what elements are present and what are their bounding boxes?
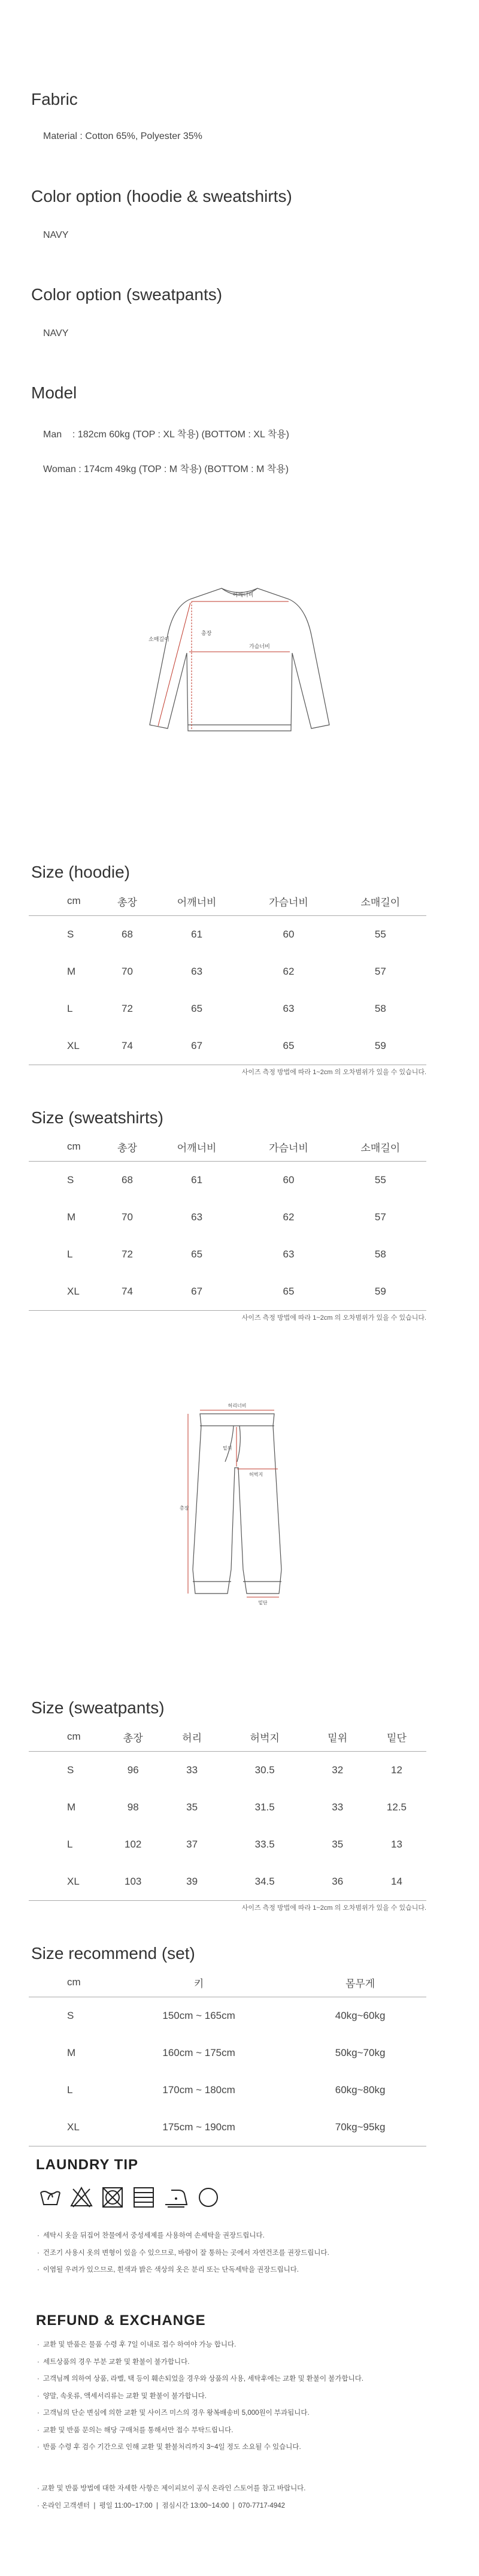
header-cell: cm: [29, 1968, 104, 1997]
size-sweatpants-note: 사이즈 측정 방법에 따라 1~2cm 의 오차범위가 있을 수 있습니다.: [241, 1904, 426, 1912]
no-bleach-icon: [69, 2185, 93, 2209]
header-cell: 허리: [162, 1722, 221, 1752]
table-cell: 50kg~70kg: [335, 2047, 386, 2058]
no-dry-clean-icon: [132, 2185, 156, 2209]
table-row: [29, 1027, 426, 1065]
table-row: [29, 916, 426, 954]
table-cell: 70: [122, 1211, 133, 1223]
hand-wash-icon: [38, 2185, 62, 2209]
table-cell: 74: [104, 1273, 151, 1311]
table-row: [29, 1826, 426, 1863]
header-cell: 밑단: [367, 1722, 426, 1752]
size-recommend-title: Size recommend (set): [31, 1944, 195, 1963]
table-cell: 34.5: [222, 1863, 308, 1901]
table-cell: 175cm ~ 190cm: [104, 2109, 294, 2146]
table-cell: 35: [332, 1839, 344, 1850]
tag-sleeve: 소매길이: [148, 636, 169, 642]
table-header-row: [29, 887, 426, 916]
header-cell: 몸무게: [294, 1968, 426, 1997]
table-cell: 65: [191, 1003, 203, 1014]
table-cell: 63: [283, 1248, 295, 1260]
tag-thigh: 허벅지: [249, 1472, 263, 1477]
iron-low-icon: [163, 2185, 189, 2209]
table-cell: 70kg~95kg: [294, 2109, 426, 2146]
table-row: [29, 1273, 426, 1311]
table-cell: M: [67, 966, 76, 977]
table-row: [29, 1997, 426, 2035]
table-cell: 68: [122, 929, 133, 940]
table-cell: 60: [283, 929, 295, 940]
list-item: · 세탁시 옷을 뒤집어 찬물에서 중성세제를 사용하여 손세탁을 권장드립니다.: [37, 2227, 329, 2245]
list-item: · 고객님의 단순 변심에 의한 교환 및 사이즈 미스의 경우 왕복배송비 5,000원이 부과됩니다.: [37, 2405, 363, 2422]
fabric-title: Fabric: [31, 90, 78, 108]
table-cell: XL: [29, 1863, 104, 1901]
table-cell: 62: [283, 1211, 295, 1223]
pants-measure-figure: [180, 1402, 299, 1606]
size-sweatshirts-table: [29, 1132, 426, 1311]
table-cell: 39: [162, 1863, 221, 1901]
laundry-title: LAUNDRY TIP: [36, 2157, 139, 2173]
header-cell: 총장: [104, 1132, 151, 1162]
table-cell: 55: [374, 1174, 386, 1186]
care-icons: [38, 2185, 220, 2209]
list-item: · 이염될 우려가 있으므로, 흰색과 밝은 색상의 옷은 분리 또는 단독세탁을 권장드립니다.: [37, 2261, 329, 2279]
table-cell: 65: [191, 1248, 203, 1260]
tag-shoulder: 어깨너비: [232, 592, 254, 598]
color-pants-title: Color option (sweatpants): [31, 285, 223, 304]
table-cell: 36: [308, 1863, 367, 1901]
table-cell: 170cm ~ 180cm: [162, 2084, 235, 2096]
table-row: [29, 1199, 426, 1236]
table-cell: 37: [186, 1839, 198, 1850]
table-cell: M: [67, 1801, 76, 1813]
table-cell: 61: [191, 929, 203, 940]
table-header-row: [29, 1968, 426, 1997]
header-cell: 밑위: [308, 1722, 367, 1752]
refund-footer-cs: · 온라인 고객센터 | 평일 11:00~17:00 | 점심시간 13:00~14:00 | 070-7717-4942: [37, 2502, 286, 2510]
size-sweatshirts-note: 사이즈 측정 방법에 따라 1~2cm 의 오차범위가 있을 수 있습니다.: [241, 1314, 426, 1322]
table-cell: 33.5: [254, 1839, 275, 1850]
table-cell: 160cm ~ 175cm: [162, 2047, 235, 2058]
table-cell: 58: [374, 1248, 386, 1260]
pants-outline: [193, 1414, 281, 1594]
table-cell: 96: [127, 1764, 139, 1776]
color-hoodie-value: NAVY: [43, 230, 69, 240]
no-tumble-dry-icon: [101, 2185, 125, 2209]
refund-footer-info: · 교환 및 반품 방법에 대한 자세한 사항은 제이피보이 공식 온라인 스토어를 참고 바랍니다.: [37, 2485, 306, 2492]
header-cell: cm: [29, 1132, 104, 1162]
table-cell: 13: [391, 1839, 402, 1850]
header-cell: 키: [104, 1968, 294, 1997]
table-cell: XL: [29, 1273, 104, 1311]
list-item: · 양말, 속옷류, 액세서리류는 교환 및 환불이 불가합니다.: [37, 2388, 363, 2405]
table-cell: 150cm ~ 165cm: [162, 2010, 235, 2021]
header-cell: 소매길이: [335, 887, 426, 916]
table-cell: 62: [283, 966, 295, 977]
table-row: [29, 990, 426, 1027]
table-row: [29, 1752, 426, 1789]
table-cell: 33: [186, 1764, 198, 1776]
header-cell: 허벅지: [222, 1722, 308, 1752]
table-cell: 32: [332, 1764, 344, 1776]
table-cell: 70: [122, 966, 133, 977]
footer-text: 교환 및 반품 방법에 대한 자세한 사항은 제이피보이 공식 온라인 스토어를 참고 바랍니다.: [41, 2485, 306, 2492]
tag-length: 총장: [201, 630, 212, 636]
table-cell: 40kg~60kg: [335, 2010, 386, 2021]
table-cell: S: [67, 2010, 74, 2021]
table-cell: 35: [186, 1801, 198, 1813]
size-recommend-table: [29, 1968, 426, 2146]
table-cell: M: [67, 2047, 76, 2058]
header-cell: 어깨너비: [151, 887, 242, 916]
table-row: [29, 2034, 426, 2072]
table-row: [29, 1236, 426, 1273]
table-cell: L: [67, 1003, 73, 1014]
table-cell: L: [67, 1248, 73, 1260]
refund-items: [37, 2336, 363, 2456]
hoodie-outline: [150, 588, 329, 731]
table-cell: L: [67, 2084, 73, 2096]
list-item: · 반품 수령 후 검수 기간으로 인해 교환 및 환불처리까지 3~4일 정도 소요될 수 있습니다.: [37, 2439, 363, 2456]
tag-hem: 밑단: [258, 1600, 268, 1606]
table-cell: 102: [125, 1839, 142, 1850]
header-cell: 가슴너비: [242, 1132, 334, 1162]
table-cell: 65: [242, 1273, 334, 1311]
header-cell: cm: [29, 1722, 104, 1752]
table-cell: 63: [191, 1211, 203, 1223]
table-cell: 14: [367, 1863, 426, 1901]
tag-chest: 가슴너비: [249, 643, 270, 649]
size-hoodie-title: Size (hoodie): [31, 863, 130, 881]
header-cell: 어깨너비: [151, 1132, 242, 1162]
table-cell: S: [67, 1764, 74, 1776]
footer-text: 온라인 고객센터 | 평일 11:00~17:00 | 점심시간 13:00~14:00 | 070-7717-4942: [41, 2502, 286, 2510]
table-header-row: [29, 1722, 426, 1752]
table-cell: 31.5: [254, 1801, 275, 1813]
hoodie-measure-figure: [132, 575, 347, 749]
table-row: [29, 953, 426, 990]
header-cell: cm: [29, 887, 104, 916]
table-cell: 57: [374, 966, 386, 977]
table-cell: 67: [151, 1027, 242, 1065]
list-item: · 건조기 사용시 옷의 변형이 있을 수 있으므로, 바람이 잘 통하는 곳에서 자연건조를 권장드립니다.: [37, 2245, 329, 2262]
header-cell: 총장: [104, 1722, 162, 1752]
tag-rise: 밑위: [223, 1446, 232, 1451]
tag-total: 총장: [180, 1505, 189, 1511]
table-row: [29, 2109, 426, 2146]
list-item: · 고객님께 의하여 상품, 라벨, 택 등이 훼손되었을 경우와 상품의 사용, 세탁후에는 교환 및 환불이 불가합니다.: [37, 2371, 363, 2388]
table-cell: 98: [127, 1801, 139, 1813]
table-row: [29, 2072, 426, 2109]
model-man: Man : 182cm 60kg (TOP : XL 착용) (BOTTOM : XL 착용): [43, 430, 289, 440]
table-cell: 72: [122, 1248, 133, 1260]
table-cell: 12: [391, 1764, 402, 1776]
table-cell: 63: [191, 966, 203, 977]
laundry-tips: [37, 2227, 329, 2279]
table-cell: 63: [283, 1003, 295, 1014]
refund-footer: [37, 2480, 306, 2514]
color-pants-value: NAVY: [43, 328, 69, 338]
list-item: · 교환 및 반품은 물품 수령 후 7일 이내로 접수 하여야 가능 합니다.: [37, 2336, 363, 2354]
table-cell: S: [67, 1174, 74, 1186]
table-cell: 33: [332, 1801, 344, 1813]
table-cell: 59: [335, 1027, 426, 1065]
size-sweatpants-table: [29, 1722, 426, 1901]
table-row: [29, 1162, 426, 1199]
size-sweatshirts-title: Size (sweatshirts): [31, 1108, 163, 1127]
table-cell: 74: [104, 1027, 151, 1065]
table-cell: 57: [374, 1211, 386, 1223]
model-title: Model: [31, 383, 77, 402]
header-cell: 총장: [104, 887, 151, 916]
table-cell: 103: [104, 1863, 162, 1901]
table-cell: 65: [242, 1027, 334, 1065]
list-item: · 세트상품의 경우 부분 교환 및 환불이 불가합니다.: [37, 2354, 363, 2371]
size-sweatpants-title: Size (sweatpants): [31, 1698, 165, 1717]
table-row: [29, 1863, 426, 1901]
fabric-material: Material : Cotton 65%, Polyester 35%: [43, 131, 202, 141]
table-cell: 55: [374, 929, 386, 940]
refund-title: REFUND & EXCHANGE: [36, 2312, 206, 2329]
size-hoodie-note: 사이즈 측정 방법에 따라 1~2cm 의 오차범위가 있을 수 있습니다.: [241, 1069, 426, 1076]
table-cell: 30.5: [254, 1764, 275, 1776]
table-cell: 60kg~80kg: [335, 2084, 386, 2096]
header-cell: 소매길이: [335, 1132, 426, 1162]
table-cell: 58: [374, 1003, 386, 1014]
table-cell: 60: [283, 1174, 295, 1186]
table-cell: L: [67, 1839, 73, 1850]
model-woman: Woman : 174cm 49kg (TOP : M 착용) (BOTTOM : M 착용): [43, 464, 289, 474]
circle-icon: [196, 2185, 220, 2209]
table-row: [29, 1789, 426, 1826]
table-header-row: [29, 1132, 426, 1162]
table-cell: XL: [29, 2109, 104, 2146]
size-hoodie-table: [29, 887, 426, 1065]
sleeve-line: [158, 603, 190, 726]
table-cell: 68: [122, 1174, 133, 1186]
tag-waist: 허리너비: [228, 1403, 247, 1408]
table-cell: M: [67, 1211, 76, 1223]
table-cell: XL: [29, 1027, 104, 1065]
table-cell: 72: [122, 1003, 133, 1014]
table-cell: 59: [335, 1273, 426, 1311]
table-cell: 12.5: [386, 1801, 407, 1813]
color-hoodie-title: Color option (hoodie & sweatshirts): [31, 187, 292, 205]
table-cell: S: [67, 929, 74, 940]
table-cell: 61: [191, 1174, 203, 1186]
header-cell: 가슴너비: [242, 887, 334, 916]
table-cell: 67: [151, 1273, 242, 1311]
list-item: · 교환 및 반품 문의는 해당 구매처를 통해서만 접수 부탁드립니다.: [37, 2422, 363, 2439]
